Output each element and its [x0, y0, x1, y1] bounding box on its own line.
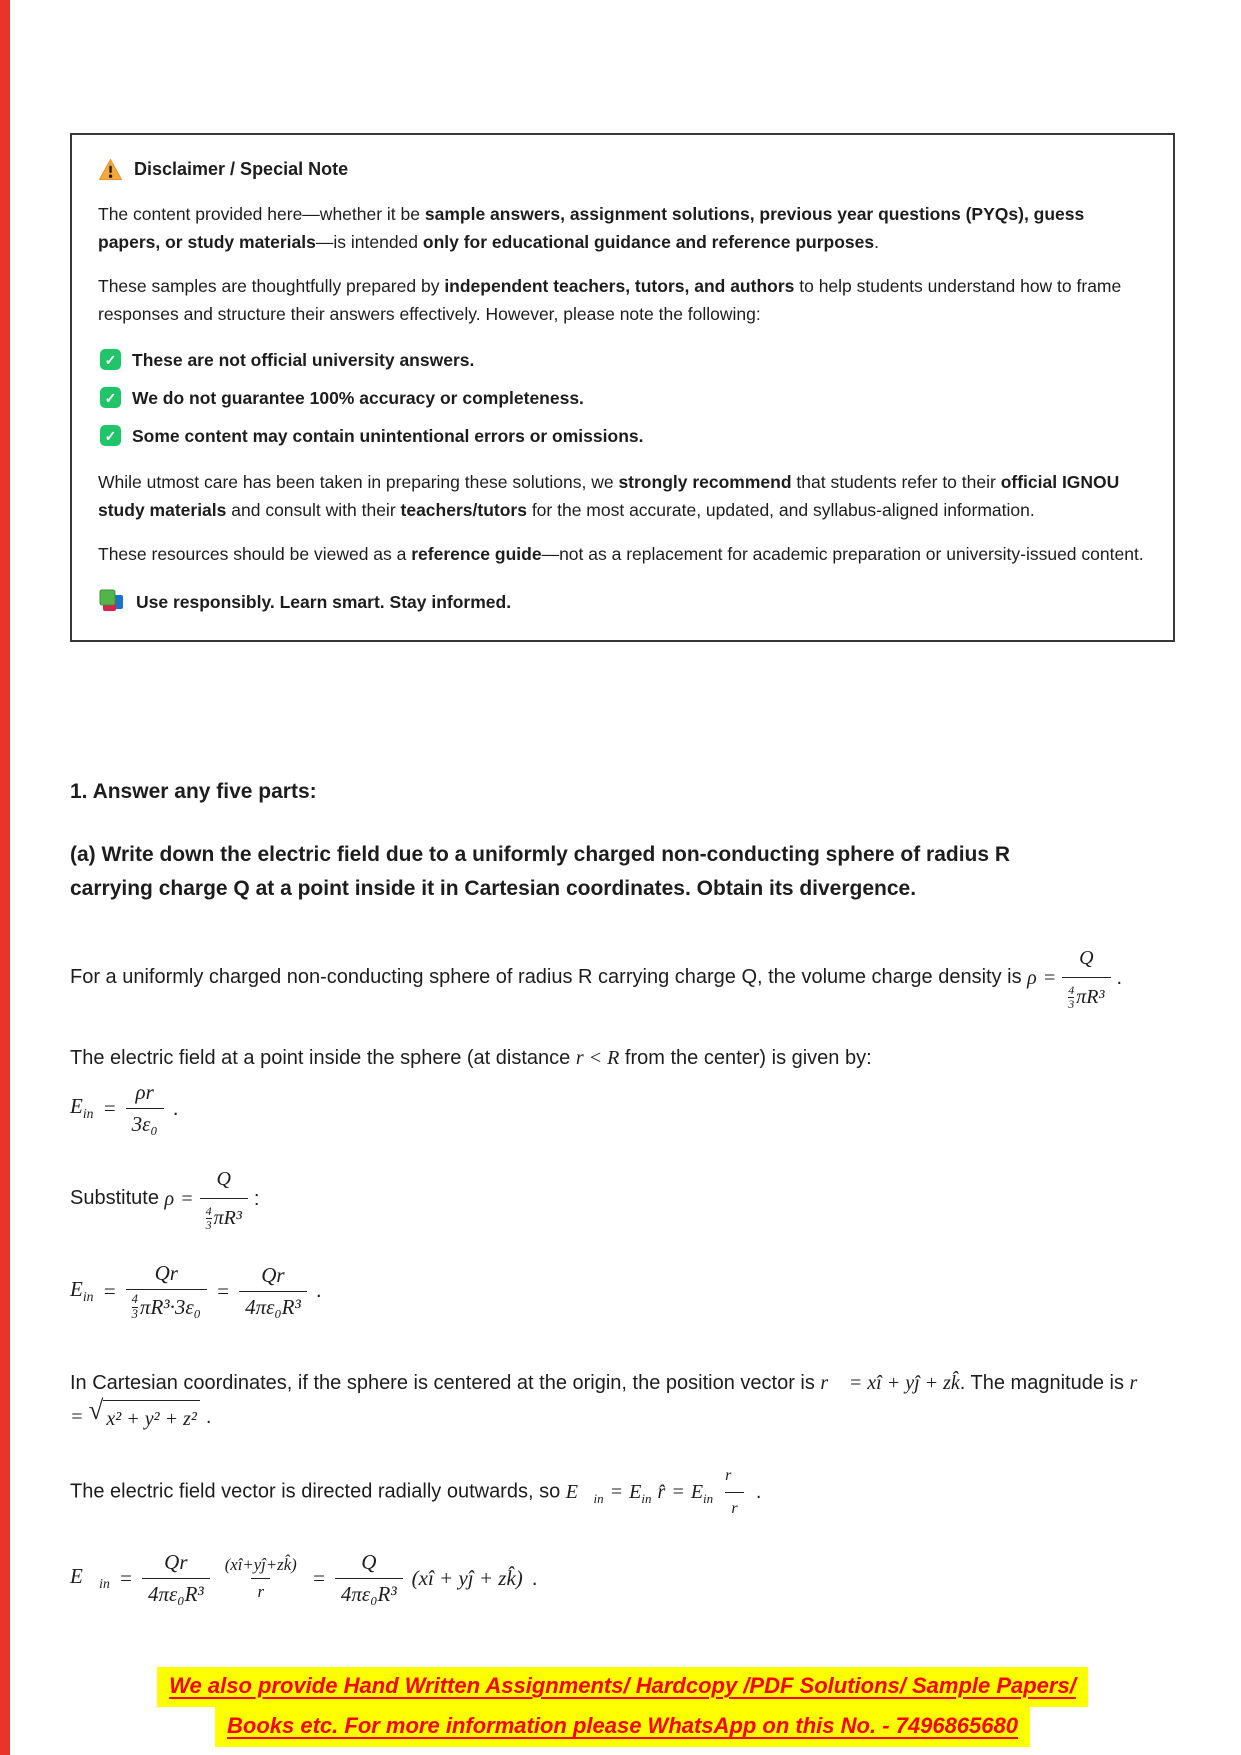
density-formula — [1027, 942, 1122, 1014]
checklist-item-2 — [100, 384, 1147, 412]
fraction: $\frac{\rho r}{\text{3ε₀}}$ — [126, 1080, 164, 1137]
fraction: $\frac{Q}{\text{4πε₀R³}}$ — [335, 1550, 403, 1607]
magnitude-formula — [88, 1394, 212, 1435]
disclaimer-checklist — [100, 346, 1147, 450]
E-in-symbol: $E_{in}$ — [70, 1094, 94, 1122]
E-in-vector-symbol: $E⃗_{in}$ — [565, 1481, 604, 1507]
check-icon: ✓ — [100, 387, 121, 408]
substitute-lead: Substitute — [70, 1187, 165, 1210]
checklist-item-3 — [100, 422, 1147, 450]
page-left-red-bar — [0, 0, 10, 1755]
math-token: . — [755, 1481, 762, 1504]
disclaimer-box — [70, 133, 1175, 642]
cartesian-lead: In Cartesian coordinates, if the sphere is centered at the origin, the position vector is r⃗ = xî + yĵ + zk̂. The magnitude is r = — [70, 1372, 1138, 1428]
check-icon: ✓ — [100, 425, 121, 446]
fraction: $\frac{Qr}{\text{4πε₀R³}}$ — [142, 1550, 210, 1607]
ein-vector-formula: $E⃗_{in}$ = $\frac{Qr}{\text{4πε₀R³}}$ $\frac{(xî+yĵ+zk̂)}{r}$ = $\frac{Q}{\text{4πε₀R³}}$ (xî + yĵ + zk̂) . — [70, 1550, 538, 1607]
disclaimer-paragraph-2: These samples are thoughtfully prepared by independent teachers, tutors, and authors to help students understand how to frame responses and structure their answers effectively. However, please note the following: — [98, 275, 1122, 324]
fraction: Qr 4 3 πR³·3ε₀ — [126, 1261, 207, 1322]
disclaimer-paragraph-1: The content provided here—whether it be sample answers, assignment solutions, previous year questions (PYQs), guess papers, or study materials—is intended only for educational guidance and reference purposes. — [98, 203, 1085, 252]
fraction-denominator: 4 3 πR³ — [200, 1198, 248, 1234]
fraction: Q 4 3 πR³ — [200, 1163, 248, 1235]
math-token: = — [102, 1096, 117, 1120]
disclaimer-paragraph-4: These resources should be viewed as a reference guide—not as a replacement for academic preparation or university-issued content. — [98, 543, 1144, 564]
math-token: . — [1116, 966, 1123, 989]
section-heading: 1. Answer any five parts: — [70, 779, 317, 803]
small-fraction: 4 3 — [205, 1203, 212, 1233]
math-token: . — [315, 1279, 322, 1303]
fraction-numerator: Q — [1079, 946, 1094, 969]
footer-note-text: Use responsibly. Learn smart. Stay informed. — [136, 591, 512, 612]
radial-formula: $E⃗_{in}$ = $E_{in}$ r̂ = $E_{in}$ $\frac{r⃗}{r}$ . — [566, 1463, 762, 1522]
radial-paragraph — [70, 1463, 1155, 1522]
fraction: $\frac{(xî+yĵ+zk̂)}{r}$ — [224, 1555, 297, 1602]
small-fraction: 4 3 — [1068, 982, 1075, 1011]
efield-inside-paragraph: The electric field at a point inside the sphere (at distance r < R from the center) is given by: — [70, 1046, 872, 1069]
math-token: . — [205, 1406, 212, 1429]
disclaimer-footer-note — [98, 588, 1147, 616]
question-a-heading: (a) Write down the electric field due to a uniformly charged non-conducting sphere of radius R carrying charge Q at a point inside it in Cartesian coordinates. Obtain its divergence. — [70, 842, 1011, 900]
ein-simple-formula — [70, 1080, 1175, 1137]
math-token: . — [531, 1566, 538, 1590]
fraction-denominator: 4 3 πR³ — [1062, 977, 1110, 1013]
substitute-paragraph — [70, 1163, 1155, 1235]
small-fraction: 4 3 — [131, 1291, 138, 1321]
E-in-vector-symbol: $E⃗_{in}$ — [70, 1564, 110, 1592]
disclaimer-title: Disclaimer / Special Note — [134, 159, 349, 179]
disclaimer-paragraph-3: While utmost care has been taken in preparing these solutions, we strongly recommend that students refer to their official IGNOU study materials and consult with their teachers/tutors for the most accurate, updated, and syllabus-aligned information. — [98, 471, 1120, 520]
checklist-item-label: These are not official university answers. — [132, 349, 475, 370]
checklist-item-label: We do not guarantee 100% accuracy or completeness. — [132, 387, 584, 408]
rho-substitute-formula: ρ = Q 4 3 πR³ : — [165, 1163, 260, 1235]
checklist-item-label: Some content may contain unintentional errors or omissions. — [132, 425, 644, 446]
check-icon: ✓ — [100, 349, 121, 370]
warning-triangle-icon — [98, 158, 123, 181]
math-token: = — [1042, 966, 1057, 989]
E-in-symbol: $E_{in}$ — [629, 1481, 652, 1507]
E-in-symbol: $E_{in}$ — [690, 1481, 714, 1507]
answer-section — [70, 780, 1175, 1607]
math-token: (xî + yĵ + zk̂) — [411, 1566, 523, 1591]
fraction-denominator: 4 3 πR³·3ε₀ — [126, 1289, 207, 1322]
math-token: ρ — [1027, 966, 1037, 989]
checklist-item-1 — [100, 346, 1147, 374]
square-root: √ x² + y² + z² — [89, 1400, 200, 1435]
E-in-symbol: $E_{in}$ — [70, 1277, 94, 1305]
promo-footer — [70, 1667, 1175, 1747]
math-token: : — [253, 1187, 260, 1210]
radial-lead: The electric field vector is directed radially outwards, so — [70, 1480, 566, 1503]
fraction: $\frac{Qr}{\text{4πε₀R³}}$ — [239, 1263, 307, 1320]
fraction — [1062, 942, 1110, 1014]
disclaimer-header — [98, 155, 1147, 184]
density-lead: For a uniformly charged non-conducting sphere of radius R carrying charge Q, the volume charge density is — [70, 966, 1028, 988]
ein-full-formula: $E_{in}$ = Qr 4 3 πR³·3ε₀ = $\frac{Qr}{\text{4πε₀R³}}$ . — [70, 1260, 322, 1321]
books-icon — [98, 589, 125, 614]
promo-line-2: Books etc. For more information please WhatsApp on this No. - 7496865680 — [215, 1707, 1030, 1747]
promo-line-1: We also provide Hand Written Assignments/ Hardcopy /PDF Solutions/ Sample Papers/ — [157, 1667, 1088, 1707]
density-paragraph — [70, 942, 1155, 1014]
math-token: . — [172, 1096, 179, 1120]
fraction: $\frac{r⃗}{r}$ — [719, 1463, 750, 1522]
cartesian-paragraph — [70, 1367, 1155, 1435]
